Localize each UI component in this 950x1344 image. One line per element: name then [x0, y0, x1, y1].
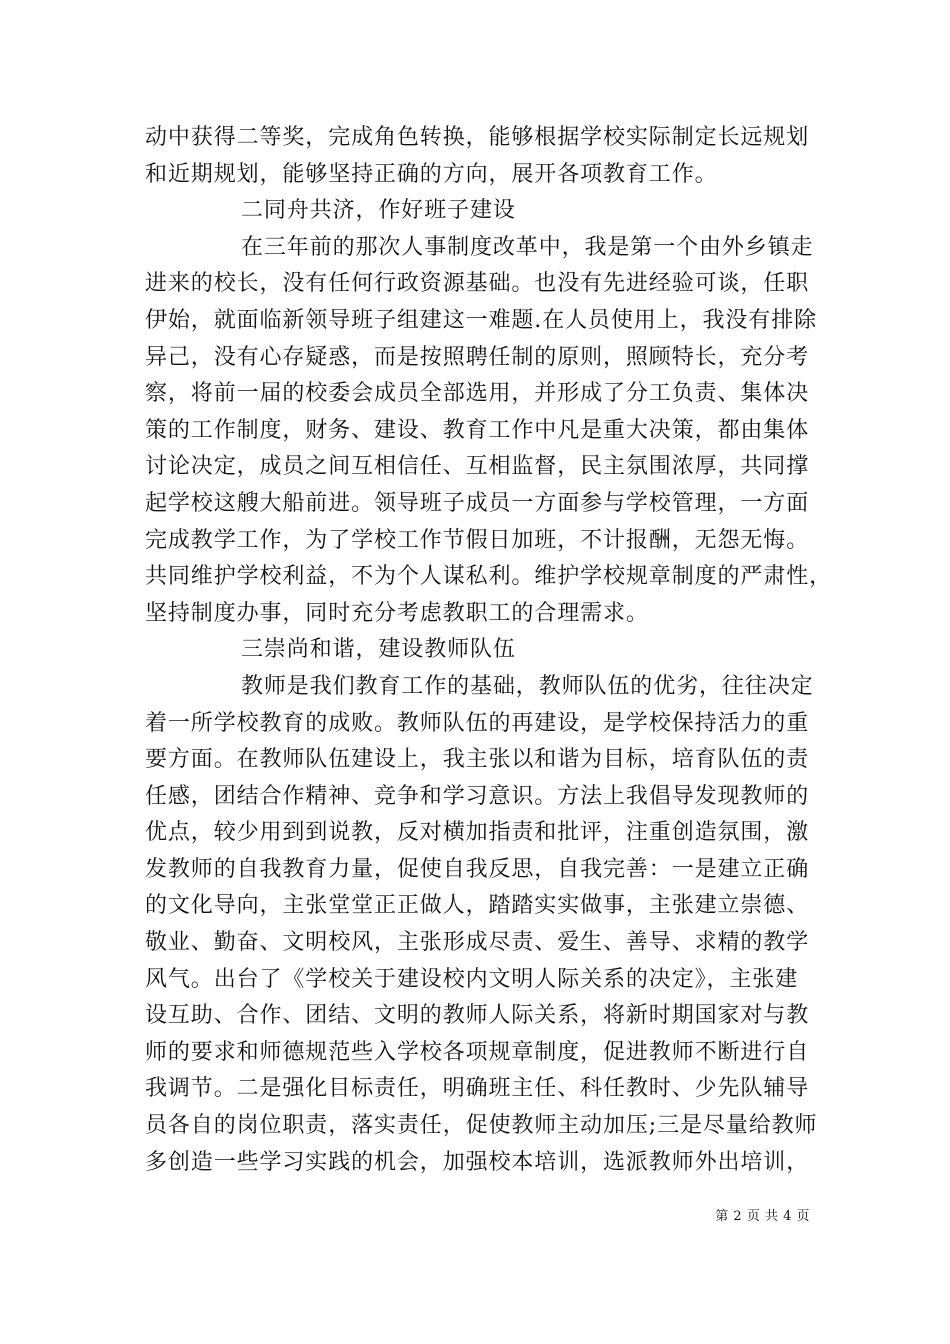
text-line: 坚持制度办事，同时充分考虑教职工的合理需求。	[145, 600, 649, 626]
body-text	[145, 120, 833, 1181]
text-line: 敬业、勤奋、文明校风，主张形成尽责、爱生、善导、求精的教学	[145, 930, 810, 956]
text-line: 策的工作制度，财务、建设、教育工作中凡是重大决策，都由集体	[145, 417, 810, 443]
text-line: 察，将前一届的校委会成员全部选用，并形成了分工负责、集体决	[145, 381, 810, 407]
text-line: 共同维护学校利益，不为个人谋私利。维护学校规章制度的严肃性，	[145, 564, 833, 590]
text-line: 师的要求和师德规范些入学校各项规章制度，促进教师不断进行自	[145, 1039, 810, 1065]
section-heading: 三崇尚和谐，建设教师队伍	[241, 637, 516, 663]
text-line: 任感，团结合作精神、竞争和学习意识。方法上我倡导发现教师的	[145, 783, 810, 809]
text-line: 完成教学工作，为了学校工作节假日加班，不计报酬，无怨无悔。	[145, 527, 810, 553]
text-line: 起学校这艘大船前进。领导班子成员一方面参与学校管理，一方面	[145, 490, 810, 516]
text-line: 要方面。在教师队伍建设上，我主张以和谐为目标，培育队伍的责	[145, 747, 810, 773]
text-line: 讨论决定，成员之间互相信任、互相监督，民主氛围浓厚，共同撑	[145, 454, 810, 480]
paragraph-first-line: 在三年前的那次人事制度改革中，我是第一个由外乡镇走	[241, 234, 814, 260]
text-line: 动中获得二等奖，完成角色转换，能够根据学校实际制定长远规划	[145, 125, 810, 150]
text-line: 我调节。二是强化目标责任，明确班主任、科任教时、少先队辅导	[145, 1076, 810, 1102]
text-line: 进来的校长，没有任何行政资源基础。也没有先进经验可谈，任职	[145, 271, 810, 297]
text-line: 多创造一些学习实践的机会，加强校本培训，选派教师外出培训，	[145, 1149, 810, 1175]
paragraph-first-line: 教师是我们教育工作的基础，教师队伍的优劣，往往决定	[241, 673, 814, 699]
text-line: 风气。出台了《学校关于建设校内文明人际关系的决定》，主张建	[145, 966, 799, 992]
text-line: 和近期规划，能够坚持正确的方向，展开各项教育工作。	[145, 161, 718, 187]
text-line: 发教师的自我教育力量，促使自我反思，自我完善：一是建立正确	[145, 856, 810, 882]
text-line: 优点，较少用到到说教，反对横加指责和批评，注重创造氛围，激	[145, 820, 810, 846]
page-number: 第 2 页 共 4 页	[715, 1209, 810, 1224]
text-line: 着一所学校教育的成败。教师队伍的再建设，是学校保持活力的重	[145, 710, 810, 736]
text-line: 的文化导向，主张堂堂正正做人，踏踏实实做事，主张建立崇德、	[145, 893, 810, 919]
text-line: 员各自的岗位职责，落实责任，促使教师主动加压;三是尽量给教师	[145, 1113, 818, 1139]
text-line: 异己，没有心存疑惑，而是按照聘任制的原则，照顾特长，充分考	[145, 344, 810, 370]
text-line: 设互助、合作、团结、文明的教师人际关系，将新时期国家对与教	[145, 1003, 810, 1029]
text-line: 伊始，就面临新领导班子组建这一难题.在人员使用上，我没有排除	[145, 307, 817, 333]
section-heading: 二同舟共济，作好班子建设	[241, 198, 516, 224]
